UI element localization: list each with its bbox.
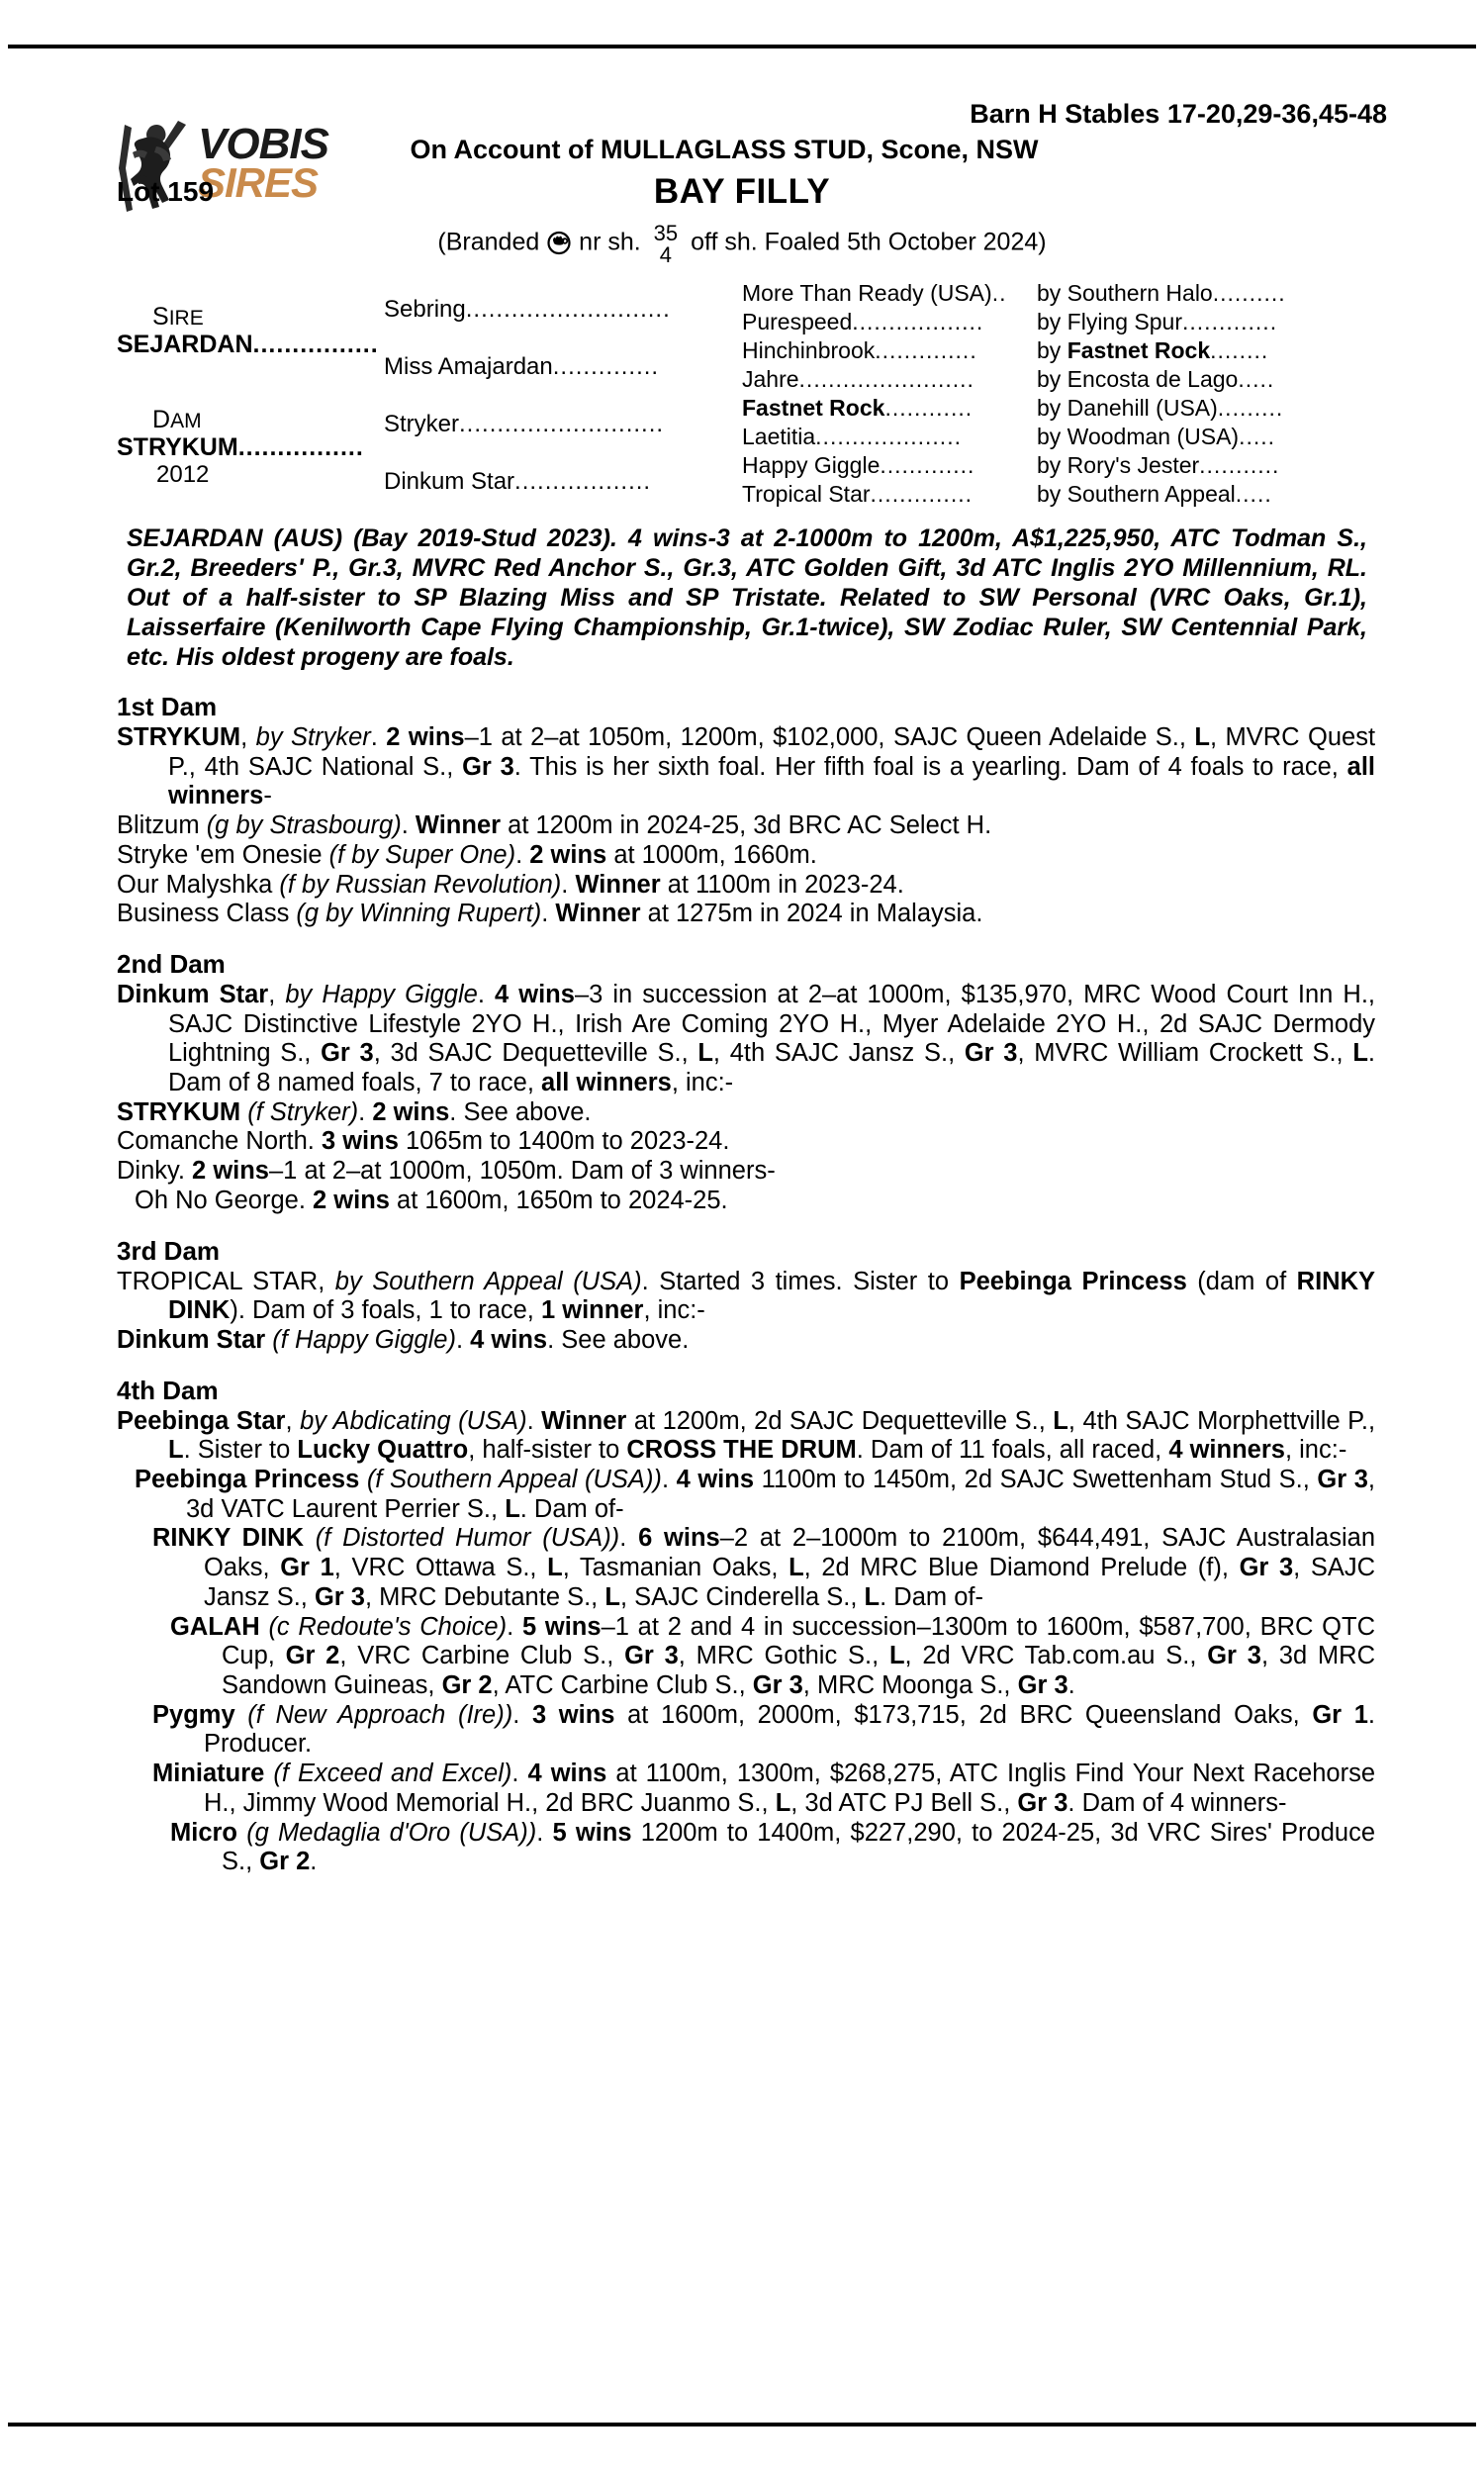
dam-block [117, 406, 364, 489]
ggp-sire: by Rory's Jester........... [1037, 452, 1280, 478]
pedigree-entry: Pygmy (f New Approach (Ire)). 3 wins at 1600m, 2000m, $173,715, 2d BRC Queensland Oaks, Gr 1. Producer. [152, 1700, 1375, 1759]
sire-block [117, 303, 379, 358]
pedigree-row-sire-sire [384, 281, 730, 338]
brand-denominator: 4 [659, 242, 673, 267]
pedigree-entry: Dinky. 2 wins–1 at 2–at 1000m, 1050m. Dam of 3 winners- [117, 1157, 776, 1186]
bottom-rule [8, 2423, 1476, 2426]
ggp-sire: by Southern Appeal..... [1037, 481, 1272, 507]
top-rule [8, 45, 1476, 48]
lot-number: Lot 159 [117, 176, 215, 207]
pedigree-entry: Dinkum Star, by Happy Giggle. 4 wins–3 in succession at 2–at 1000m, $135,970, MRC Wood Court Inn H., SAJC Distinctive Lifestyle 2YO H., Irish Are Coming 2YO H., Myer Adelaide 2YO H., 2d SAJC Dermody Lightning S., Gr 3, 3d SAJC Dequetteville S., L, 4th SAJC Jansz S., Gr 3, MVRC William Crockett S., L. Dam of 8 named foals, 7 to race, all winners, inc:- [117, 980, 1376, 1097]
page-content [0, 77, 1484, 1877]
pedigree-row-dam-sire [384, 396, 730, 453]
pedigree-entry: Peebinga Princess (f Southern Appeal (USA)). 4 wins 1100m to 1450m, 2d SAJC Swettenham Stud S., Gr 3, 3d VATC Laurent Perrier S., L. Dam of- [135, 1466, 1375, 1523]
dam-label: DAM [152, 406, 202, 433]
dam-section-heading: 4th Dam [117, 1375, 219, 1405]
pedigree-table [0, 279, 1484, 512]
pedigree-entry: Stryke 'em Onesie (f by Super One). 2 wins at 1000m, 1660m. [117, 840, 817, 869]
ggp-sire: by Flying Spur............. [1037, 309, 1278, 334]
branded-mid: nr sh. [579, 228, 641, 256]
pedigree-ggp-row [742, 423, 1375, 451]
ggp-sire: by Fastnet Rock........ [1037, 337, 1269, 363]
pedigree-entry: Dinkum Star (f Happy Giggle). 4 wins. See above. [117, 1325, 690, 1354]
ggp-name: Happy Giggle............. [742, 452, 975, 478]
pedigree-ggp-row [742, 336, 1375, 365]
sire-label: SIRE [152, 303, 204, 331]
dam-section-heading: 1st Dam [117, 692, 218, 721]
pedigree-ggp-row [742, 480, 1375, 509]
pedigree-entry: Oh No George. 2 wins at 1600m, 1650m to 2024-25. [135, 1186, 728, 1214]
pedigree-ggp-row [742, 451, 1375, 480]
dam-sire-leader: ........................... [459, 411, 665, 437]
sire-sire-leader: ........................... [465, 296, 671, 323]
pedigree-entry: Blitzum (g by Strasbourg). Winner at 1200m in 2024-25, 3d BRC AC Select H. [117, 811, 992, 840]
ggp-sire: by Encosta de Lago..... [1037, 366, 1275, 392]
dam-section [117, 692, 1375, 929]
page-title: BAY FILLY [653, 172, 831, 211]
ggp-sire: by Woodman (USA)..... [1037, 424, 1276, 449]
ggp-name: Tropical Star.............. [742, 481, 973, 507]
ggp-name: More Than Ready (USA).. [742, 280, 1007, 306]
dam-name [117, 433, 364, 461]
ggp-name: Fastnet Rock............ [742, 395, 974, 421]
brand-mark-icon [546, 230, 572, 255]
pedigree-entry: STRYKUM (f Stryker). 2 wins. See above. [117, 1097, 592, 1126]
branded-prefix: (Branded [437, 228, 540, 256]
sire-name-text: SEJARDAN [117, 331, 253, 358]
barn-stables-line: Barn H Stables 17-20,29-36,45-48 [970, 99, 1387, 129]
ggp-name: Purespeed.................. [742, 309, 984, 334]
pedigree-entry: RINKY DINK (f Distorted Humor (USA)). 6 wins–2 at 2–1000m to 2100m, $644,491, SAJC Australasian Oaks, Gr 1, VRC Ottawa S., L, Tasmanian Oaks, L, 2d MRC Blue Diamond Prelude (f), Gr 3, SAJC Jansz S., Gr 3, MRC Debutante S., L, SAJC Cinderella S., L. Dam of- [152, 1524, 1376, 1611]
pedigree-ggp-row [742, 279, 1375, 308]
pedigree-great-grandparents-column [742, 279, 1375, 509]
sire-name [117, 331, 379, 358]
dam-section [117, 1236, 1375, 1356]
dam-year: 2012 [156, 461, 210, 488]
branded-suffix: off sh. Foaled 5th October 2024) [691, 228, 1047, 256]
pedigree-grandparents-column [384, 279, 730, 511]
branding-line [0, 222, 1484, 265]
logo-vobis-text: VOBIS [198, 120, 328, 168]
account-line: On Account of MULLAGLASS STUD, Scone, NSW [410, 135, 1039, 164]
dam-name-text: STRYKUM [117, 433, 238, 461]
sire-sire-name: Sebring [384, 296, 466, 323]
sire-dam-name: Miss Amajardan [384, 353, 553, 380]
sire-dam-leader: .............. [552, 353, 660, 380]
dam-section-heading: 3rd Dam [117, 1235, 221, 1266]
pedigree-entry: Miniature (f Exceed and Excel). 4 wins at 1100m, 1300m, $268,275, ATC Inglis Find Your Next Racehorse H., Jimmy Wood Memorial H., 2d BRC Juanmo S., L, 3d ATC PJ Bell S., Gr 3. Dam of 4 winners- [152, 1760, 1376, 1817]
dam-section [117, 1376, 1375, 1877]
pedigree-entry: Peebinga Star, by Abdicating (USA). Winner at 1200m, 2d SAJC Dequetteville S., L, 4th SAJC Morphettville P., L. Sister to Lucky Quattro, half-sister to CROSS THE DRUM. Dam of 11 foals, all raced, 4 winners, inc:- [117, 1406, 1376, 1465]
ggp-name: Laetitia.................... [742, 424, 962, 449]
sire-description: SEJARDAN (AUS) (Bay 2019-Stud 2023). 4 wins-3 at 2-1000m to 1200m, A$1,225,950, ATC Todman S., Gr.2, Breeders' P., Gr.3, MVRC Red Anchor S., Gr.3, ATC Golden Gift, 3d ATC Inglis 2YO Millennium, RL. Out of a half-sister to SP Blazing Miss and SP Tristate. Related to SW Personal (VRC Oaks, Gr.1), Laisserfaire (Kenilworth Cape Flying Championship, Gr.1-twice), SW Zodiac Ruler, SW Centennial Park, etc. His oldest progeny are foals. [127, 524, 1367, 671]
dam-dam-name: Dinkum Star [384, 468, 515, 495]
ggp-name: Jahre........................ [742, 366, 974, 392]
pedigree-entry: Comanche North. 3 wins 1065m to 1400m to 2023-24. [117, 1127, 730, 1156]
pedigree-sections [0, 692, 1484, 1877]
sire-leader: ................ [252, 331, 379, 358]
dam-sire-name: Stryker [384, 411, 460, 437]
dam-leader: ................ [237, 433, 364, 461]
pedigree-ggp-row [742, 365, 1375, 394]
dam-dam-leader: .................. [514, 468, 652, 495]
pedigree-entry: STRYKUM, by Stryker. 2 wins–1 at 2–at 1050m, 1200m, $102,000, SAJC Queen Adelaide S., L, MVRC Quest P., 4th SAJC National S., Gr 3. This is her sixth foal. Her fifth foal is a yearling. Dam of 4 foals to race, all winners- [117, 723, 1376, 810]
pedigree-entry: Business Class (g by Winning Rupert). Winner at 1275m in 2024 in Malaysia. [117, 900, 983, 928]
pedigree-ggp-row [742, 308, 1375, 336]
pedigree-ggp-row [742, 394, 1375, 423]
logo-sires-text: SIRES [198, 159, 319, 207]
brand-fraction [654, 223, 678, 266]
dam-section [117, 949, 1375, 1216]
ggp-sire: by Danehill (USA)......... [1037, 395, 1284, 421]
pedigree-entry: TROPICAL STAR, by Southern Appeal (USA). Started 3 times. Sister to Peebinga Princess (dam of RINKY DINK). Dam of 3 foals, 1 to race, 1 winner, inc:- [117, 1267, 1375, 1325]
ggp-name: Hinchinbrook.............. [742, 337, 977, 363]
ggp-sire: by Southern Halo.......... [1037, 280, 1286, 306]
pedigree-row-sire-dam [384, 338, 730, 396]
pedigree-row-dam-dam [384, 453, 730, 511]
brand-numerator: 35 [653, 221, 679, 245]
pedigree-entry: Micro (g Medaglia d'Oro (USA)). 5 wins 1200m to 1400m, $227,290, to 2024-25, 3d VRC Sires' Produce S., Gr 2. [170, 1818, 1375, 1876]
pedigree-entry: GALAH (c Redoute's Choice). 5 wins–1 at 2 and 4 in succession–1300m to 1600m, $587,700, BRC QTC Cup, Gr 2, VRC Carbine Club S., Gr 3, MRC Gothic S., L, 2d VRC Tab.com.au S., Gr 3, 3d MRC Sandown Guineas, Gr 2, ATC Carbine Club S., Gr 3, MRC Moonga S., Gr 3. [170, 1612, 1376, 1699]
pedigree-entry: Our Malyshka (f by Russian Revolution). Winner at 1100m in 2023-24. [117, 870, 904, 899]
page-header [0, 77, 1484, 265]
dam-section-heading: 2nd Dam [117, 948, 226, 979]
